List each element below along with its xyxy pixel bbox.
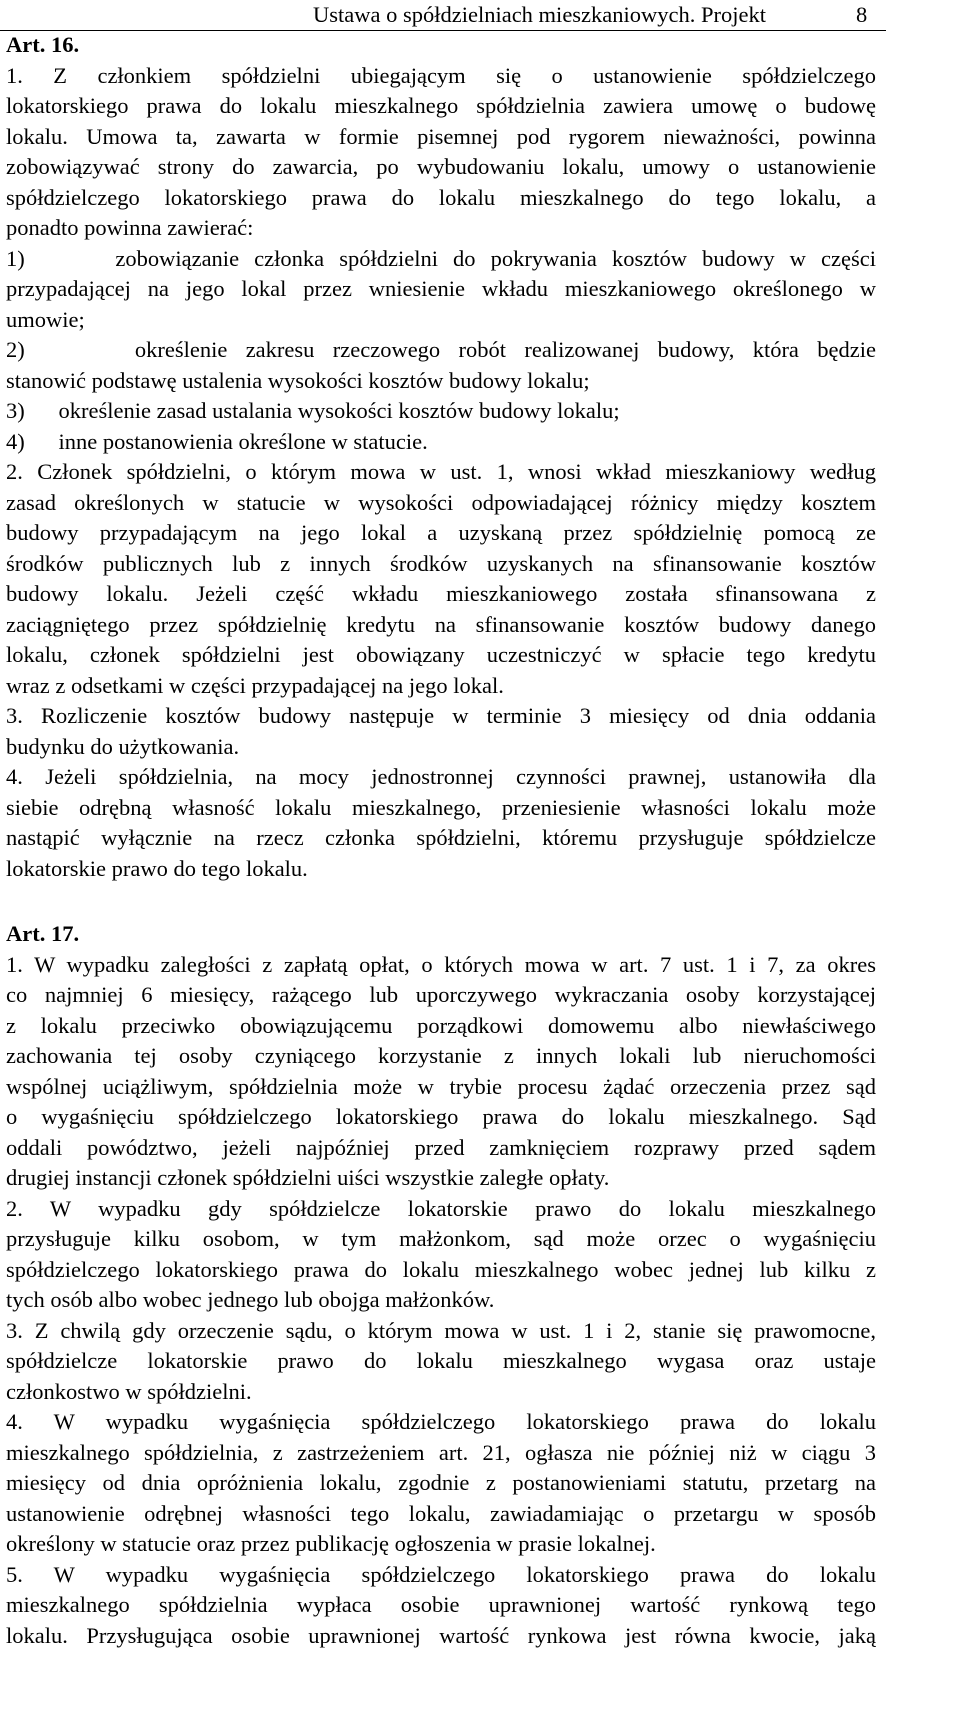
text-line: ustanowienie odrębnej własności tego lokalu, zawiadamiając o przetargu w sposób [6, 1500, 876, 1526]
text-line: mieszkalnego spółdzielnia wypłaca osobie uprawnionej wartość rynkową tego [6, 1592, 876, 1617]
text-line: nastąpić wyłącznie na rzecz członka spółdzielni, któremu przysługuje spółdzielcze [6, 825, 876, 850]
text-line: stanowić podstawę ustalenia wysokości kosztów budowy lokalu; [6, 367, 590, 393]
text-line: 3) określenie zasad ustalania wysokości kosztów budowy lokalu; [6, 398, 620, 423]
text-line: lokalu, członek spółdzielni jest obowiązany uczestniczyć w spłacie tego kredytu [6, 642, 876, 667]
text-line: spółdzielcze lokatorskie prawo do lokalu mieszkalnego wygasa oraz ustaje [6, 1348, 876, 1373]
text-line: spółdzielczego lokatorskiego prawa do lokalu mieszkalnego do tego lokalu, a [6, 184, 876, 210]
page-number: 8 [856, 2, 868, 27]
text-line: zaciągniętego przez spółdzielnię kredytu na sfinansowanie kosztów budowy danego [6, 611, 876, 637]
text-line: lokalu. Przysługująca osobie uprawnionej wartość rynkowa jest równa kwocie, jaką [6, 1622, 876, 1648]
text-line: ponadto powinna zawierać: [6, 215, 254, 240]
text-line: zobowiązywać strony do zawarcia, po wybudowaniu lokalu, umowy o ustanowienie [6, 154, 876, 179]
text-line: zachowania tej osoby czyniącego korzystanie z innych lokali lub nieruchomości [6, 1043, 876, 1068]
text-line: lokatorskie prawo do tego lokalu. [6, 855, 308, 881]
text-line: 3. Z chwilą gdy orzeczenie sądu, o którym mowa w ust. 1 i 2, stanie się prawomocne, [6, 1317, 876, 1343]
text-line: lokalu. Umowa ta, zawarta w formie pisemnej pod rygorem nieważności, powinna [6, 123, 876, 149]
text-line: budynku do użytkowania. [6, 733, 240, 759]
text-line: 4) inne postanowienia określone w statucie. [6, 428, 428, 454]
text-line: wraz z odsetkami w części przypadającej na jego lokal. [6, 672, 504, 698]
text-line: budowy przypadającym na jego lokal a uzyskaną przez spółdzielnię pomocą ze [6, 520, 876, 545]
document-body [6, 30, 876, 1651]
text-line: o wygaśnięciu spółdzielczego lokatorskiego prawa do lokalu mieszkalnego. Sąd [6, 1104, 876, 1129]
text-line: 5. W wypadku wygaśnięcia spółdzielczego lokatorskiego prawa do lokalu [6, 1561, 876, 1587]
text-line: wspólnej uciążliwym, spółdzielnia może w trybie procesu żądać orzeczenia przez sąd [6, 1073, 876, 1099]
text-line: członkostwo w spółdzielni. [6, 1378, 252, 1404]
text-line: 2. Członek spółdzielni, o którym mowa w ust. 1, wnosi wkład mieszkaniowy według [6, 459, 876, 484]
blank-line [6, 884, 876, 919]
text-line: miesięcy od dnia opróżnienia lokalu, zgodnie z postanowieniami statutu, przetarg na [6, 1470, 876, 1495]
text-line: siebie odrębną własność lokalu mieszkalnego, przeniesienie własności lokalu może [6, 794, 876, 820]
text-line: środków publicznych lub z innych środków uzyskanych na sfinansowanie kosztów [6, 550, 876, 576]
article-heading: Art. 16. [6, 32, 80, 57]
text-line: 3. Rozliczenie kosztów budowy następuje w terminie 3 miesięcy od dnia oddania [6, 703, 876, 728]
text-line: umowie; [6, 306, 85, 332]
text-line: przysługuje kilku osobom, w tym małżonkom, sąd może orzec o wygaśnięciu [6, 1226, 876, 1251]
text-line: 2. W wypadku gdy spółdzielcze lokatorskie prawo do lokalu mieszkalnego [6, 1195, 876, 1221]
text-line: budowy lokalu. Jeżeli część wkładu mieszkaniowego została sfinansowana z [6, 581, 876, 606]
text-line: zasad określonych w statucie w wysokości odpowiadającej różnicy między kosztem [6, 489, 876, 515]
text-line: 1. Z członkiem spółdzielni ubiegającym się o ustanowienie spółdzielczego [6, 62, 876, 88]
text-line: 4. Jeżeli spółdzielnia, na mocy jednostronnej czynności prawnej, ustanowiła dla [6, 764, 876, 789]
document-title: Ustawa o spółdzielniach mieszkaniowych. Projekt [313, 2, 767, 27]
text-line: mieszkalnego spółdzielnia, z zastrzeżeniem art. 21, ogłasza nie później niż w ciągu 3 [6, 1439, 876, 1465]
text-line: 1) zobowiązanie członka spółdzielni do pokrywania kosztów budowy w części [6, 245, 876, 271]
text-line: lokatorskiego prawa do lokalu mieszkalnego spółdzielnia zawiera umowę o budowę [6, 93, 876, 118]
text-line: co najmniej 6 miesięcy, rażącego lub uporczywego wykraczania osoby korzystającej [6, 982, 876, 1007]
text-line: 4. W wypadku wygaśnięcia spółdzielczego lokatorskiego prawa do lokalu [6, 1409, 876, 1434]
text-line: oddali powództwo, jeżeli najpóźniej przed zamknięciem rozprawy przed sądem [6, 1134, 876, 1160]
text-line: 2) określenie zakresu rzeczowego robót realizowanej budowy, która będzie [6, 337, 876, 362]
text-line: spółdzielczego lokatorskiego prawa do lokalu mieszkalnego wobec jednej lub kilku z [6, 1256, 876, 1282]
article-heading: Art. 17. [6, 921, 80, 946]
text-line: drugiej instancji członek spółdzielni uiści wszystkie zaległe opłaty. [6, 1165, 610, 1190]
text-line: tych osób albo wobec jednego lub obojga małżonków. [6, 1287, 495, 1312]
text-line: określony w statucie oraz przez publikację ogłoszenia w prasie lokalnej. [6, 1531, 656, 1556]
text-line: przypadającej na jego lokal przez wniesienie wkładu mieszkaniowego określonego w [6, 276, 876, 301]
page-header [0, 0, 960, 34]
text-line: 1. W wypadku zaległości z zapłatą opłat, o których mowa w art. 7 ust. 1 i 7, za okres [6, 951, 876, 977]
text-line: z lokalu przeciwko obowiązującemu porządkowi domowemu albo niewłaściwego [6, 1012, 876, 1038]
